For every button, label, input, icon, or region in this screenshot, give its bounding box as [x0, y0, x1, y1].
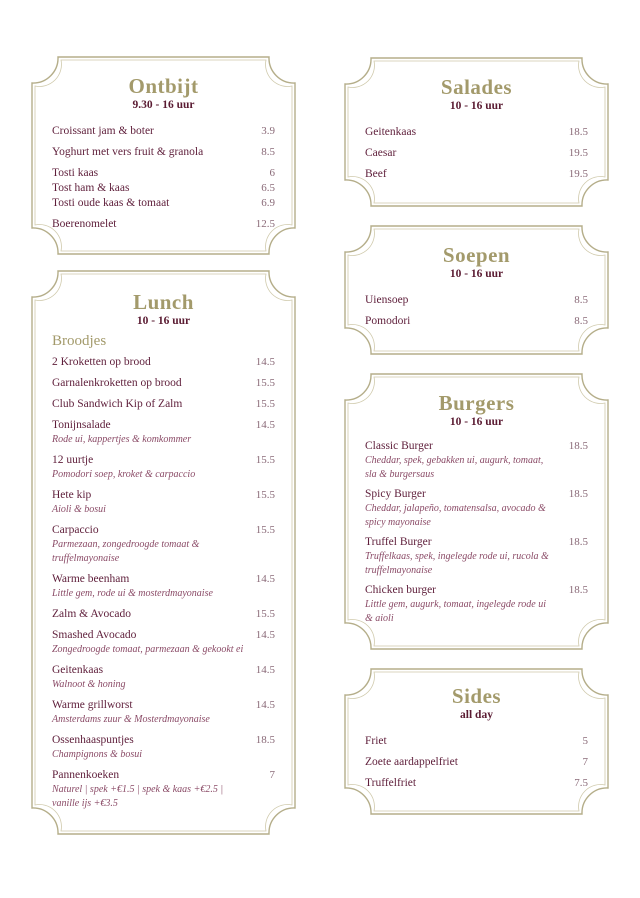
item-name: Zalm & Avocado [52, 608, 131, 620]
item-description: Parmezaan, zongedroogde tomaat & truffelmayonaise [52, 539, 200, 564]
item-price: 12.5 [255, 218, 275, 230]
item-price: 6.5 [261, 182, 275, 194]
item-description: Cheddar, spek, gebakken ui, augurk, tomaat, sla & burgersaus [365, 455, 544, 480]
section-title: Sides [451, 684, 502, 708]
item-name: Truffel Burger [365, 536, 432, 548]
item-price: 14.5 [255, 699, 275, 711]
item-price: 15.5 [255, 489, 275, 501]
menu-item [52, 628, 275, 657]
menu-item [52, 698, 275, 727]
item-name: Yoghurt met vers fruit & granola [52, 146, 204, 158]
menu-item [365, 535, 588, 578]
menu-item [52, 453, 275, 482]
subheading-broodjes: Broodjes [52, 333, 107, 349]
item-description: Pomodori soep, kroket & carpaccio [52, 469, 196, 480]
menu-item [52, 607, 275, 622]
menu-item [52, 768, 275, 811]
item-price: 7 [582, 756, 588, 768]
menu-item [52, 145, 275, 160]
menu-item [52, 181, 275, 196]
item-price: 18.5 [568, 488, 588, 500]
section-hours: 10 - 16 uur [136, 315, 191, 327]
item-name: Zoete aardappelfriet [365, 756, 458, 768]
section-title: Soepen [442, 243, 511, 267]
menu-item [365, 439, 588, 482]
section-title: Lunch [133, 290, 194, 314]
menu-item [52, 733, 275, 762]
item-description: Little gem, augurk, tomaat, ingelegde rode ui & aioli [365, 599, 546, 624]
item-price: 15.5 [255, 398, 275, 410]
menu-item [52, 488, 275, 517]
menu-item [365, 583, 588, 626]
section-hours: 10 - 16 uur [449, 268, 504, 280]
item-price: 3.9 [261, 125, 275, 137]
item-price: 8.5 [574, 315, 588, 327]
item-price: 14.5 [255, 629, 275, 641]
item-price: 15.5 [255, 608, 275, 620]
menu-item [52, 523, 275, 566]
card-lunch [31, 270, 296, 835]
item-name: Ossenhaaspuntjes [52, 734, 134, 746]
card-ontbijt [31, 56, 296, 255]
item-price: 14.5 [255, 664, 275, 676]
item-name: 2 Kroketten op brood [52, 356, 151, 368]
item-name: Pomodori [365, 315, 411, 327]
item-name: Uiensoep [365, 294, 409, 306]
menu-item [365, 314, 588, 329]
card-salades [344, 57, 609, 207]
menu-item [52, 124, 275, 139]
item-name: Geitenkaas [365, 126, 417, 138]
menu-item [52, 166, 275, 181]
item-description: Amsterdams zuur & Mosterdmayonaise [52, 714, 210, 725]
menu-item [52, 217, 275, 232]
card-sides [344, 668, 609, 815]
section-hours: 10 - 16 uur [449, 416, 504, 428]
item-price: 19.5 [568, 168, 588, 180]
item-price: 6.9 [261, 197, 275, 209]
item-price: 7.5 [574, 777, 588, 789]
menu-item [52, 663, 275, 692]
item-name: Warme grillworst [52, 699, 133, 711]
item-name: Caesar [365, 147, 397, 159]
item-price: 14.5 [255, 419, 275, 431]
menu-item [365, 734, 588, 749]
item-price: 15.5 [255, 524, 275, 536]
menu-item [52, 418, 275, 447]
card-burgers [344, 373, 609, 650]
item-description: Truffelkaas, spek, ingelegde rode ui, rucola & truffelmayonaise [365, 551, 549, 576]
card-soepen [344, 225, 609, 355]
menu-item [365, 755, 588, 770]
section-hours: 10 - 16 uur [449, 100, 504, 112]
item-description: Champignons & bosui [52, 749, 143, 760]
item-description: Rode ui, kappertjes & komkommer [52, 434, 192, 445]
item-price: 7 [269, 769, 275, 781]
menu-item [52, 376, 275, 391]
item-name: Carpaccio [52, 524, 99, 536]
item-description: Naturel | spek +€1.5 | spek & kaas +€2.5 | vanille ijs +€3.5 [52, 784, 224, 809]
item-description: Aioli & bosui [52, 504, 106, 515]
menu-item [365, 487, 588, 530]
menu-item [365, 776, 588, 791]
item-description: Cheddar, jalapeño, tomatensalsa, avocado & spicy mayonaise [365, 503, 546, 528]
item-price: 6 [269, 167, 275, 179]
menu-item [365, 125, 588, 140]
menu-item [365, 146, 588, 161]
item-name: Truffelfriet [365, 777, 417, 789]
item-name: Classic Burger [365, 440, 433, 452]
item-price: 19.5 [568, 147, 588, 159]
item-price: 5 [582, 735, 588, 747]
menu-item [52, 572, 275, 601]
item-name: Tonijnsalade [52, 419, 111, 431]
item-price: 14.5 [255, 356, 275, 368]
menu-item [52, 196, 275, 211]
item-name: Croissant jam & boter [52, 125, 154, 137]
item-name: Smashed Avocado [52, 629, 137, 641]
item-price: 14.5 [255, 573, 275, 585]
item-name: 12 uurtje [52, 454, 94, 466]
section-hours: 9.30 - 16 uur [132, 99, 195, 111]
item-name: Club Sandwich Kip of Zalm [52, 398, 183, 410]
item-name: Hete kip [52, 489, 92, 501]
item-description: Little gem, rode ui & mosterdmayonaise [52, 588, 213, 599]
item-price: 18.5 [568, 440, 588, 452]
item-name: Tost ham & kaas [52, 182, 130, 194]
item-name: Beef [365, 168, 387, 180]
section-hours: all day [460, 709, 493, 721]
item-description: Zongedroogde tomaat, parmezaan & gekookt ei [52, 644, 244, 655]
item-name: Pannenkoeken [52, 769, 120, 781]
menu-item [52, 397, 275, 412]
item-name: Chicken burger [365, 584, 437, 596]
item-name: Garnalenkroketten op brood [52, 377, 182, 389]
section-title: Salades [440, 75, 513, 99]
menu-item [365, 293, 588, 308]
item-price: 18.5 [568, 584, 588, 596]
item-price: 18.5 [255, 734, 275, 746]
item-price: 15.5 [255, 454, 275, 466]
item-name: Spicy Burger [365, 488, 426, 500]
section-title: Ontbijt [128, 74, 199, 98]
menu-item [365, 167, 588, 182]
item-price: 8.5 [261, 146, 275, 158]
item-name: Geitenkaas [52, 664, 104, 676]
section-title: Burgers [438, 391, 515, 415]
item-name: Warme beenham [52, 573, 130, 585]
menu-item [52, 355, 275, 370]
item-name: Boerenomelet [52, 218, 117, 230]
item-name: Tosti kaas [52, 167, 99, 179]
item-price: 15.5 [255, 377, 275, 389]
item-price: 18.5 [568, 126, 588, 138]
item-price: 18.5 [568, 536, 588, 548]
item-price: 8.5 [574, 294, 588, 306]
item-name: Friet [365, 735, 387, 747]
item-description: Walnoot & honing [52, 679, 126, 690]
item-name: Tosti oude kaas & tomaat [52, 197, 170, 209]
